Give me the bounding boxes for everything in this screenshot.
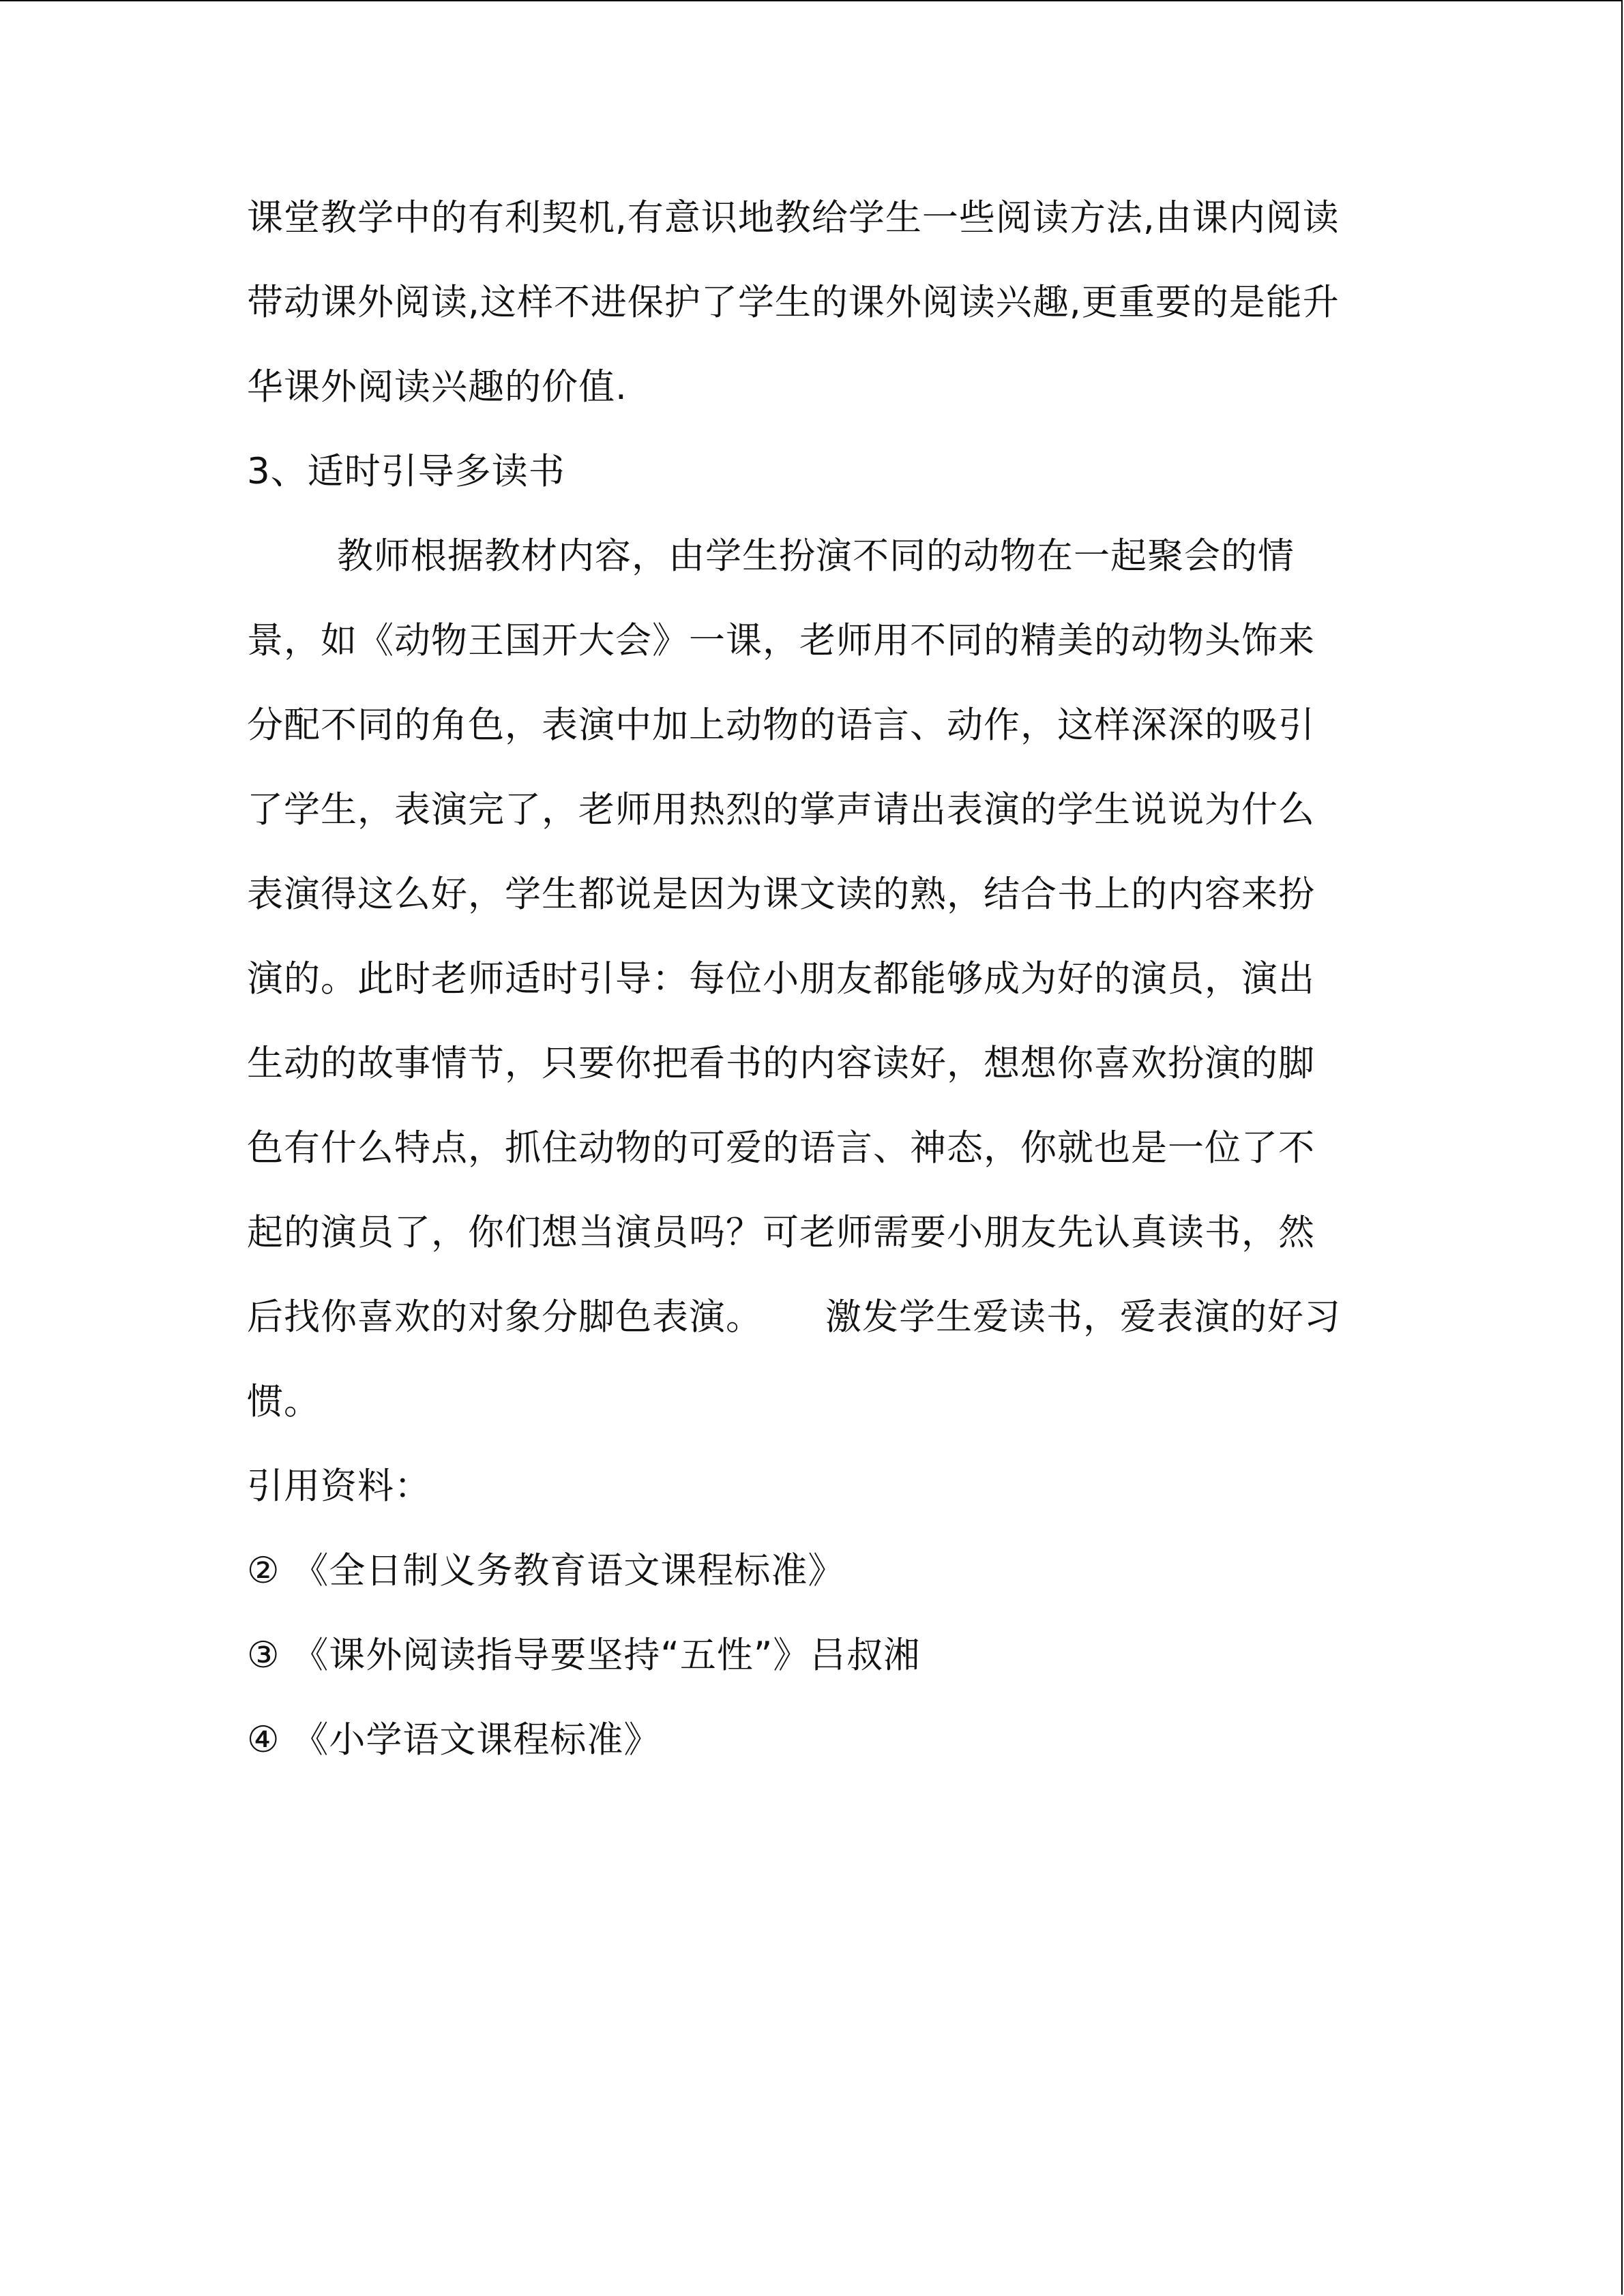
paragraph-line: 分配不同的角色，表演中加上动物的语言、动作，这样深深的吸引 (247, 704, 1315, 746)
paragraph-line-part: 后找你喜欢的对象分脚色表演。 (247, 1296, 763, 1338)
paragraph-line: 惯。 (247, 1381, 321, 1422)
paragraph-line (247, 1290, 1341, 1345)
reference-item: ② 《全日制义务教育语文课程标准》 (247, 1550, 845, 1592)
reference-item: ③ 《课外阅读指导要坚持“五性”》吕叔湘 (247, 1635, 921, 1676)
references-heading: 引用资料： (247, 1465, 431, 1507)
reference-item: ④ 《小学语文课程标准》 (247, 1719, 661, 1761)
paragraph-line: 景，如《动物王国开大会》一课，老师用不同的精美的动物头饰来 (247, 620, 1315, 661)
paragraph-line-part: 激发学生爱读书，爱表演的好习 (825, 1296, 1341, 1338)
paragraph-line: 生动的故事情节，只要你把看书的内容读好，想想你喜欢扮演的脚 (247, 1043, 1315, 1084)
paragraph-line: 了学生，表演完了，老师用热烈的掌声请出表演的学生说说为什么 (247, 789, 1315, 831)
paragraph-line: 华课外阅读兴趣的价值. (247, 366, 628, 408)
section-heading: 3、适时引导多读书 (247, 451, 565, 492)
paragraph-line: 教师根据教材内容，由学生扮演不同的动物在一起聚会的情 (337, 535, 1295, 577)
paragraph-line: 带动课外阅读,这样不进保护了学生的课外阅读兴趣,更重要的是能升 (247, 282, 1340, 323)
paragraph-line: 表演得这么好，学生都说是因为课文读的熟，结合书上的内容来扮 (247, 874, 1315, 915)
paragraph-line: 起的演员了，你们想当演员吗？可老师需要小朋友先认真读书，然 (247, 1212, 1315, 1253)
paragraph-line: 色有什么特点，抓住动物的可爱的语言、神态，你就也是一位了不 (247, 1127, 1315, 1169)
paragraph-line: 课堂教学中的有利契机,有意识地教给学生一些阅读方法,由课内阅读 (247, 197, 1340, 239)
paragraph-line: 演的。此时老师适时引导：每位小朋友都能够成为好的演员，演出 (247, 958, 1315, 1000)
